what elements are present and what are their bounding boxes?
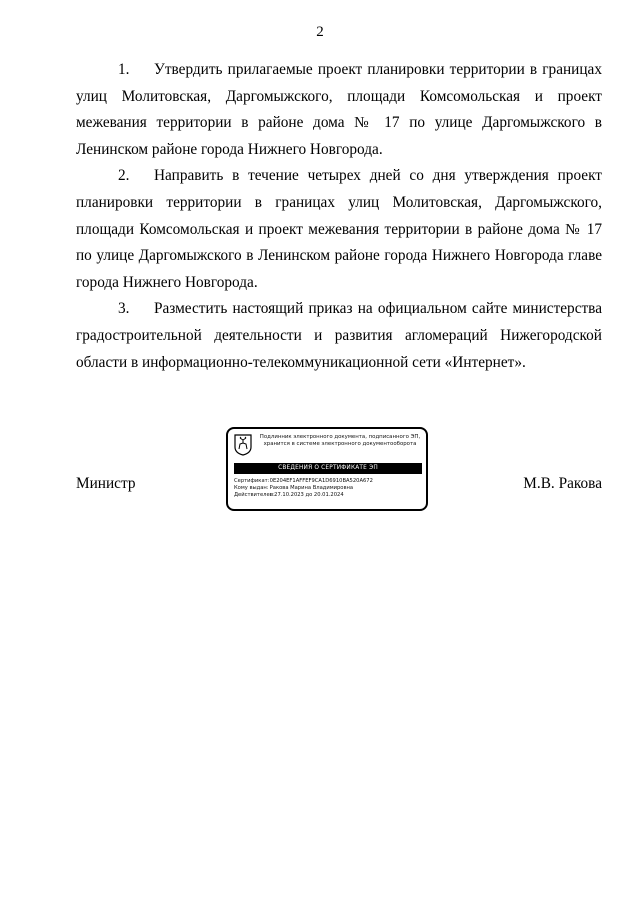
row-value: с 27.10.2023 до 20.01.2024	[269, 492, 344, 499]
row-label: Действителен:	[234, 492, 275, 499]
stamp-note: Подлинник электронного документа, подписанного ЭП, хранится в системе электронного документооборота	[259, 434, 421, 447]
paragraph-text: Утвердить прилагаемые проект планировки территории в границах улиц Молитовская, Даргомыжского, площади Комсомольская и проект межевания территории в районе дома № 17 по улице Даргомыжского в Ленинском районе города Нижнего Новгорода.	[76, 61, 602, 158]
paragraph-3	[76, 296, 602, 376]
certificate-row	[234, 478, 424, 485]
signer-title: Министр	[76, 475, 136, 492]
paragraph-number: 3.	[118, 300, 130, 318]
document-body	[76, 57, 602, 376]
paragraph-2	[76, 163, 602, 296]
electronic-signature-stamp	[226, 427, 428, 511]
page-number: 2	[316, 24, 324, 40]
deer-emblem-icon	[234, 434, 252, 456]
paragraph-text: Направить в течение четырех дней со дня утверждения проект планировки территории в границах улиц Молитовская, Даргомыжского, площади Комсомольская и проект межевания территории в районе дома № 17 по улице Даргомыжского в Ленинском районе города Нижнего Новгорода главе города Нижнего Новгорода.	[76, 167, 602, 291]
paragraph-1	[76, 57, 602, 163]
row-label: Кому выдан:	[234, 485, 269, 492]
paragraph-number: 1.	[118, 61, 130, 78]
row-label: Сертификат:	[234, 478, 270, 484]
stamp-header: СВЕДЕНИЯ О СЕРТИФИКАТЕ ЭП	[234, 463, 422, 474]
row-value: 0E204EF1AFFEF9CA1D6910BA520A672	[269, 478, 373, 484]
paragraph-text: Разместить настоящий приказ на официальном сайте министерства градостроительной деятельности и развития агломераций Нижегородской области в информационно-телекоммуникационной сети «Интернет».	[76, 300, 602, 371]
signer-name: М.В. Ракова	[523, 475, 602, 492]
paragraph-number: 2.	[118, 167, 130, 185]
certificate-info	[234, 478, 424, 500]
row-value: Ракова Марина Владимировна	[269, 485, 354, 492]
certificate-row	[234, 492, 424, 499]
